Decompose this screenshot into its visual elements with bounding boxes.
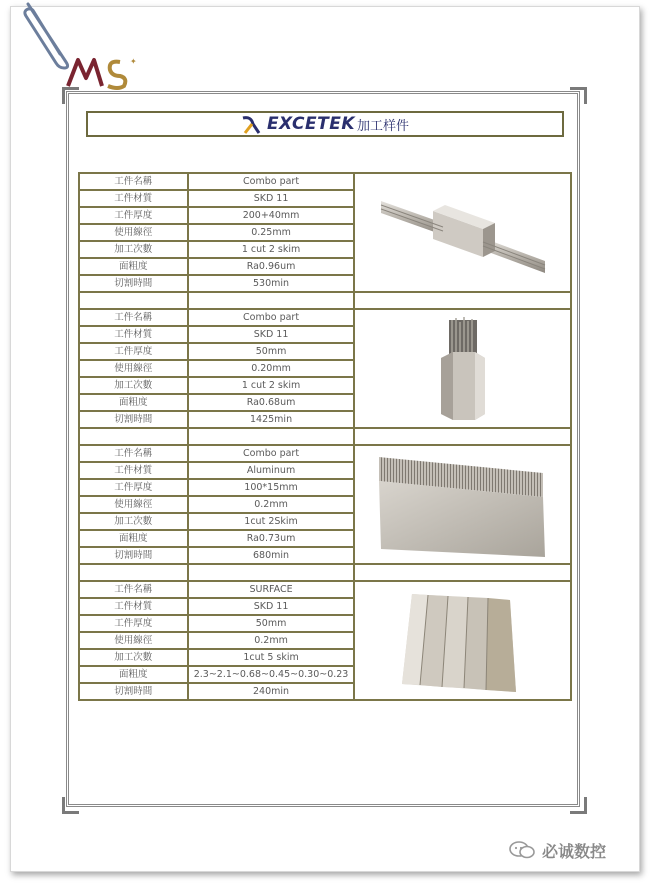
table-row <box>79 309 571 326</box>
spacer-row <box>79 428 571 445</box>
wechat-icon <box>508 840 536 860</box>
watermark-text: 必诚数控 <box>542 841 607 861</box>
spec-label: 工件厚度 <box>79 479 188 496</box>
spec-value: 0.2mm <box>188 496 355 513</box>
spec-label: 面粗度 <box>79 394 188 411</box>
table-row <box>79 581 571 598</box>
spec-label: 使用線徑 <box>79 632 188 649</box>
brand-name: EXCETEK <box>266 114 356 134</box>
header-banner <box>86 111 564 137</box>
spec-value: Combo part <box>188 309 355 326</box>
sample-image-cell <box>354 173 571 292</box>
spec-value: SURFACE <box>188 581 355 598</box>
spec-label: 工件材質 <box>79 598 188 615</box>
spec-label: 切割時間 <box>79 683 188 700</box>
spec-label: 工件材質 <box>79 462 188 479</box>
combo-part-comb-image <box>373 451 553 559</box>
wechat-watermark <box>508 838 606 862</box>
svg-text:✦: ✦ <box>130 57 137 66</box>
spec-value: Aluminum <box>188 462 355 479</box>
spec-label: 使用線徑 <box>79 496 188 513</box>
header-subtitle: 加工样件 <box>357 118 410 134</box>
spec-value: SKD 11 <box>188 326 355 343</box>
frame-corner <box>62 87 79 104</box>
spec-label: 加工次數 <box>79 513 188 530</box>
frame-corner <box>62 797 79 814</box>
spec-value: Combo part <box>188 445 355 462</box>
spec-value: Ra0.96um <box>188 258 355 275</box>
spec-value: 240min <box>188 683 355 700</box>
spec-label: 使用線徑 <box>79 360 188 377</box>
sample-spec-table <box>78 172 572 701</box>
spec-label: 工件名稱 <box>79 173 188 190</box>
spacer-row <box>79 564 571 581</box>
company-logo <box>62 52 142 92</box>
spec-label: 面粗度 <box>79 530 188 547</box>
spec-value: Ra0.68um <box>188 394 355 411</box>
frame-corner <box>570 87 587 104</box>
sample-image-cell <box>354 309 571 428</box>
spec-value: 1cut 2Skim <box>188 513 355 530</box>
spec-label: 工件名稱 <box>79 445 188 462</box>
spec-value: 200+40mm <box>188 207 355 224</box>
spec-value: SKD 11 <box>188 190 355 207</box>
spec-label: 面粗度 <box>79 258 188 275</box>
spec-label: 工件名稱 <box>79 309 188 326</box>
combo-part-shaft-image <box>373 183 553 283</box>
table-row <box>79 173 571 190</box>
spec-value: 0.25mm <box>188 224 355 241</box>
spec-label: 加工次數 <box>79 241 188 258</box>
spec-value: 100*15mm <box>188 479 355 496</box>
sample-image-cell <box>354 445 571 564</box>
spec-value: 50mm <box>188 615 355 632</box>
spec-label: 切割時間 <box>79 411 188 428</box>
spec-label: 切割時間 <box>79 547 188 564</box>
spec-value: 50mm <box>188 343 355 360</box>
spec-value: Ra0.73um <box>188 530 355 547</box>
spec-label: 加工次數 <box>79 377 188 394</box>
spec-label: 工件厚度 <box>79 207 188 224</box>
spec-value: 1 cut 2 skim <box>188 241 355 258</box>
combo-part-hex-image <box>423 314 503 424</box>
spec-value: 2.3~2.1~0.68~0.45~0.30~0.23 <box>188 666 355 683</box>
spec-value: Combo part <box>188 173 355 190</box>
frame-corner <box>570 797 587 814</box>
spacer-row <box>79 292 571 309</box>
spec-value: 1cut 5 skim <box>188 649 355 666</box>
spec-label: 使用線徑 <box>79 224 188 241</box>
spec-label: 切割時間 <box>79 275 188 292</box>
spec-value: 1425min <box>188 411 355 428</box>
spec-label: 工件厚度 <box>79 615 188 632</box>
excetek-logo-icon <box>241 114 263 134</box>
spec-label: 面粗度 <box>79 666 188 683</box>
spec-label: 工件名稱 <box>79 581 188 598</box>
spec-value: SKD 11 <box>188 598 355 615</box>
spec-value: 1 cut 2 skim <box>188 377 355 394</box>
spec-value: 530min <box>188 275 355 292</box>
spec-label: 工件材質 <box>79 326 188 343</box>
spec-value: 0.20mm <box>188 360 355 377</box>
surface-sample-image <box>398 586 528 696</box>
spec-value: 680min <box>188 547 355 564</box>
spec-label: 加工次數 <box>79 649 188 666</box>
spec-label: 工件厚度 <box>79 343 188 360</box>
sample-image-cell <box>354 581 571 700</box>
spec-value: 0.2mm <box>188 632 355 649</box>
spec-label: 工件材質 <box>79 190 188 207</box>
table-row <box>79 445 571 462</box>
